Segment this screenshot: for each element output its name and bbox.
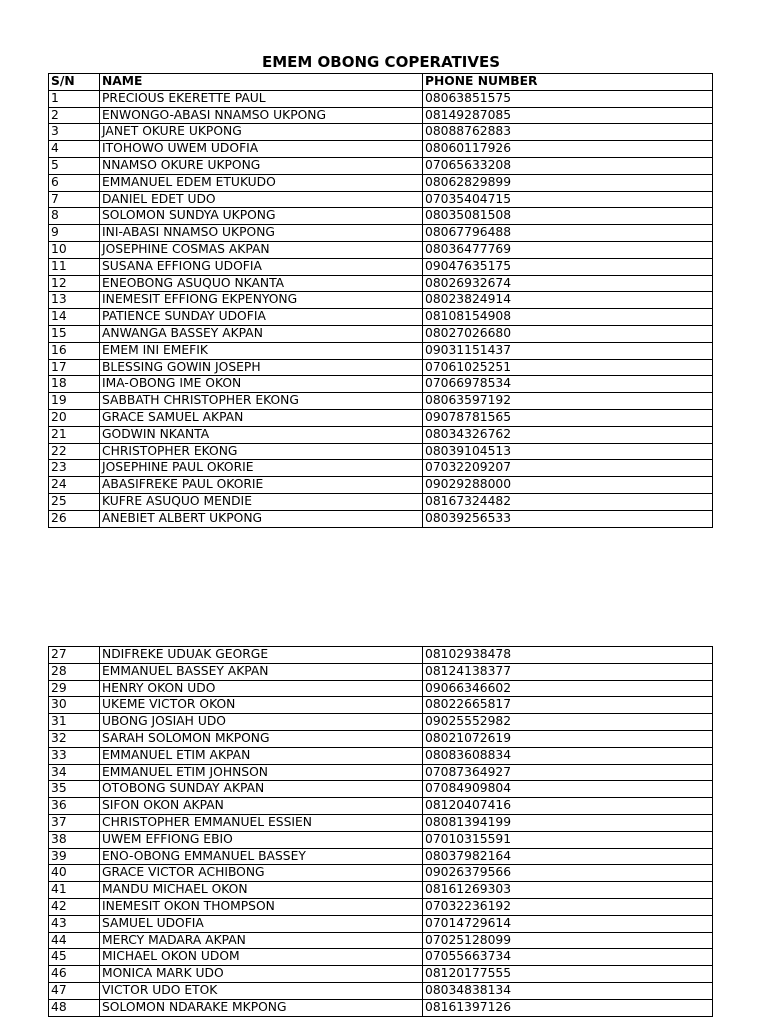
name-cell: UBONG JOSIAH UDO bbox=[100, 714, 423, 731]
table-row bbox=[49, 647, 713, 664]
table-row bbox=[49, 443, 713, 460]
sn-cell: 27 bbox=[49, 647, 100, 664]
sn-cell: 48 bbox=[49, 999, 100, 1016]
phone-cell: 08167324482 bbox=[423, 493, 713, 510]
name-cell: MANDU MICHAEL OKON bbox=[100, 882, 423, 899]
table-row bbox=[49, 258, 713, 275]
phone-cell: 09029288000 bbox=[423, 477, 713, 494]
members-table-page-1 bbox=[48, 73, 713, 528]
sn-cell: 9 bbox=[49, 225, 100, 242]
phone-cell: 08108154908 bbox=[423, 309, 713, 326]
phone-cell: 07066978534 bbox=[423, 376, 713, 393]
table-row bbox=[49, 898, 713, 915]
table-row bbox=[49, 477, 713, 494]
phone-cell: 09047635175 bbox=[423, 258, 713, 275]
sn-cell: 28 bbox=[49, 663, 100, 680]
phone-cell: 08039256533 bbox=[423, 510, 713, 527]
table-row bbox=[49, 493, 713, 510]
table-row bbox=[49, 730, 713, 747]
table-row bbox=[49, 426, 713, 443]
sn-cell: 8 bbox=[49, 208, 100, 225]
sn-cell: 36 bbox=[49, 798, 100, 815]
sn-cell: 43 bbox=[49, 915, 100, 932]
sn-cell: 46 bbox=[49, 966, 100, 983]
name-cell: GRACE VICTOR ACHIBONG bbox=[100, 865, 423, 882]
sn-cell: 33 bbox=[49, 747, 100, 764]
phone-cell: 08023824914 bbox=[423, 292, 713, 309]
name-cell: SUSANA EFFIONG UDOFIA bbox=[100, 258, 423, 275]
sn-cell: 39 bbox=[49, 848, 100, 865]
name-cell: MERCY MADARA AKPAN bbox=[100, 932, 423, 949]
phone-cell: 09078781565 bbox=[423, 409, 713, 426]
phone-cell: 08034326762 bbox=[423, 426, 713, 443]
table-row bbox=[49, 915, 713, 932]
sn-cell: 22 bbox=[49, 443, 100, 460]
sn-cell: 17 bbox=[49, 359, 100, 376]
table-row bbox=[49, 999, 713, 1016]
sn-cell: 16 bbox=[49, 342, 100, 359]
phone-cell: 08060117926 bbox=[423, 141, 713, 158]
table-row bbox=[49, 409, 713, 426]
name-cell: PRECIOUS EKERETTE PAUL bbox=[100, 90, 423, 107]
name-cell: CHRISTOPHER EMMANUEL ESSIEN bbox=[100, 814, 423, 831]
table-row bbox=[49, 814, 713, 831]
phone-cell: 07087364927 bbox=[423, 764, 713, 781]
name-cell: INEMESIT OKON THOMPSON bbox=[100, 898, 423, 915]
name-cell: UWEM EFFIONG EBIO bbox=[100, 831, 423, 848]
document-title: EMEM OBONG COPERATIVES bbox=[261, 53, 501, 71]
table-row bbox=[49, 359, 713, 376]
table-row bbox=[49, 325, 713, 342]
sn-cell: 45 bbox=[49, 949, 100, 966]
name-cell: ANWANGA BASSEY AKPAN bbox=[100, 325, 423, 342]
table-row bbox=[49, 90, 713, 107]
phone-cell: 08022665817 bbox=[423, 697, 713, 714]
sn-cell: 35 bbox=[49, 781, 100, 798]
name-cell: ABASIFREKE PAUL OKORIE bbox=[100, 477, 423, 494]
sn-cell: 1 bbox=[49, 90, 100, 107]
sn-cell: 20 bbox=[49, 409, 100, 426]
table-row bbox=[49, 663, 713, 680]
sn-cell: 14 bbox=[49, 309, 100, 326]
table-row bbox=[49, 208, 713, 225]
phone-cell: 09031151437 bbox=[423, 342, 713, 359]
sn-cell: 23 bbox=[49, 460, 100, 477]
table-row bbox=[49, 781, 713, 798]
name-cell: SAMUEL UDOFIA bbox=[100, 915, 423, 932]
sn-cell: 21 bbox=[49, 426, 100, 443]
sn-cell: 26 bbox=[49, 510, 100, 527]
name-cell: ENO-OBONG EMMANUEL BASSEY bbox=[100, 848, 423, 865]
sn-cell: 29 bbox=[49, 680, 100, 697]
name-cell: GODWIN NKANTA bbox=[100, 426, 423, 443]
phone-cell: 08102938478 bbox=[423, 647, 713, 664]
table-row bbox=[49, 848, 713, 865]
table-row bbox=[49, 174, 713, 191]
phone-cell: 08067796488 bbox=[423, 225, 713, 242]
table-row bbox=[49, 309, 713, 326]
phone-cell: 07061025251 bbox=[423, 359, 713, 376]
phone-cell: 08039104513 bbox=[423, 443, 713, 460]
name-cell: CHRISTOPHER EKONG bbox=[100, 443, 423, 460]
table-row bbox=[49, 510, 713, 527]
table-row bbox=[49, 157, 713, 174]
table-row bbox=[49, 932, 713, 949]
table-row bbox=[49, 697, 713, 714]
phone-cell: 08149287085 bbox=[423, 107, 713, 124]
name-cell: ENWONGO-ABASI NNAMSO UKPONG bbox=[100, 107, 423, 124]
sn-cell: 42 bbox=[49, 898, 100, 915]
table-row bbox=[49, 798, 713, 815]
phone-cell: 07014729614 bbox=[423, 915, 713, 932]
name-cell: INI-ABASI NNAMSO UKPONG bbox=[100, 225, 423, 242]
phone-cell: 08036477769 bbox=[423, 241, 713, 258]
name-cell: SABBATH CHRISTOPHER EKONG bbox=[100, 393, 423, 410]
phone-cell: 07084909804 bbox=[423, 781, 713, 798]
phone-cell: 08124138377 bbox=[423, 663, 713, 680]
table-row bbox=[49, 949, 713, 966]
name-cell: SOLOMON NDARAKE MKPONG bbox=[100, 999, 423, 1016]
sn-cell: 30 bbox=[49, 697, 100, 714]
phone-cell: 08037982164 bbox=[423, 848, 713, 865]
name-cell: ITOHOWO UWEM UDOFIA bbox=[100, 141, 423, 158]
name-cell: UKEME VICTOR OKON bbox=[100, 697, 423, 714]
table-row bbox=[49, 882, 713, 899]
table-row bbox=[49, 865, 713, 882]
sn-cell: 6 bbox=[49, 174, 100, 191]
phone-cell: 08083608834 bbox=[423, 747, 713, 764]
name-cell: EMEM INI EMEFIK bbox=[100, 342, 423, 359]
sn-cell: 37 bbox=[49, 814, 100, 831]
table-row bbox=[49, 747, 713, 764]
name-cell: MONICA MARK UDO bbox=[100, 966, 423, 983]
sn-cell: 18 bbox=[49, 376, 100, 393]
sn-cell: 11 bbox=[49, 258, 100, 275]
name-cell: HENRY OKON UDO bbox=[100, 680, 423, 697]
table-row bbox=[49, 225, 713, 242]
name-cell: PATIENCE SUNDAY UDOFIA bbox=[100, 309, 423, 326]
name-cell: JANET OKURE UKPONG bbox=[100, 124, 423, 141]
name-cell: JOSEPHINE PAUL OKORIE bbox=[100, 460, 423, 477]
name-cell: IMA-OBONG IME OKON bbox=[100, 376, 423, 393]
name-cell: MICHAEL OKON UDOM bbox=[100, 949, 423, 966]
sn-cell: 19 bbox=[49, 393, 100, 410]
sn-cell: 32 bbox=[49, 730, 100, 747]
name-cell: SOLOMON SUNDYA UKPONG bbox=[100, 208, 423, 225]
phone-cell: 07032209207 bbox=[423, 460, 713, 477]
sn-cell: 40 bbox=[49, 865, 100, 882]
phone-cell: 08021072619 bbox=[423, 730, 713, 747]
sn-cell: 4 bbox=[49, 141, 100, 158]
table-row bbox=[49, 966, 713, 983]
name-cell: NNAMSO OKURE UKPONG bbox=[100, 157, 423, 174]
sn-cell: 44 bbox=[49, 932, 100, 949]
table-row bbox=[49, 107, 713, 124]
sn-cell: 10 bbox=[49, 241, 100, 258]
name-cell: KUFRE ASUQUO MENDIE bbox=[100, 493, 423, 510]
table-row bbox=[49, 275, 713, 292]
table-row bbox=[49, 714, 713, 731]
phone-cell: 08161269303 bbox=[423, 882, 713, 899]
table-row bbox=[49, 124, 713, 141]
table-row bbox=[49, 342, 713, 359]
sn-cell: 25 bbox=[49, 493, 100, 510]
sn-cell: 38 bbox=[49, 831, 100, 848]
sn-cell: 31 bbox=[49, 714, 100, 731]
phone-cell: 07025128099 bbox=[423, 932, 713, 949]
name-cell: EMMANUEL EDEM ETUKUDO bbox=[100, 174, 423, 191]
phone-cell: 08063851575 bbox=[423, 90, 713, 107]
table-row bbox=[49, 292, 713, 309]
sn-cell: 47 bbox=[49, 982, 100, 999]
sn-cell: 2 bbox=[49, 107, 100, 124]
sn-cell: 15 bbox=[49, 325, 100, 342]
table-row bbox=[49, 982, 713, 999]
table-row bbox=[49, 393, 713, 410]
header-sn: S/N bbox=[49, 74, 100, 91]
sn-cell: 34 bbox=[49, 764, 100, 781]
sn-cell: 5 bbox=[49, 157, 100, 174]
phone-cell: 08027026680 bbox=[423, 325, 713, 342]
phone-cell: 07010315591 bbox=[423, 831, 713, 848]
name-cell: SIFON OKON AKPAN bbox=[100, 798, 423, 815]
name-cell: EMMANUEL ETIM AKPAN bbox=[100, 747, 423, 764]
sn-cell: 41 bbox=[49, 882, 100, 899]
sn-cell: 7 bbox=[49, 191, 100, 208]
table-row bbox=[49, 191, 713, 208]
phone-cell: 08120177555 bbox=[423, 966, 713, 983]
phone-cell: 09026379566 bbox=[423, 865, 713, 882]
members-table-page-2 bbox=[48, 646, 713, 1017]
name-cell: GRACE SAMUEL AKPAN bbox=[100, 409, 423, 426]
name-cell: OTOBONG SUNDAY AKPAN bbox=[100, 781, 423, 798]
table-row bbox=[49, 460, 713, 477]
phone-cell: 08063597192 bbox=[423, 393, 713, 410]
phone-cell: 08034838134 bbox=[423, 982, 713, 999]
table-row bbox=[49, 241, 713, 258]
name-cell: INEMESIT EFFIONG EKPENYONG bbox=[100, 292, 423, 309]
name-cell: BLESSING GOWIN JOSEPH bbox=[100, 359, 423, 376]
name-cell: VICTOR UDO ETOK bbox=[100, 982, 423, 999]
table-row bbox=[49, 680, 713, 697]
sn-cell: 12 bbox=[49, 275, 100, 292]
phone-cell: 08035081508 bbox=[423, 208, 713, 225]
phone-cell: 08026932674 bbox=[423, 275, 713, 292]
phone-cell: 07032236192 bbox=[423, 898, 713, 915]
phone-cell: 09066346602 bbox=[423, 680, 713, 697]
phone-cell: 08161397126 bbox=[423, 999, 713, 1016]
phone-cell: 08120407416 bbox=[423, 798, 713, 815]
name-cell: EMMANUEL ETIM JOHNSON bbox=[100, 764, 423, 781]
table-row bbox=[49, 376, 713, 393]
header-phone: PHONE NUMBER bbox=[423, 74, 713, 91]
table-row bbox=[49, 764, 713, 781]
name-cell: SARAH SOLOMON MKPONG bbox=[100, 730, 423, 747]
table-header-row bbox=[49, 74, 713, 91]
name-cell: DANIEL EDET UDO bbox=[100, 191, 423, 208]
name-cell: ENEOBONG ASUQUO NKANTA bbox=[100, 275, 423, 292]
header-name: NAME bbox=[100, 74, 423, 91]
phone-cell: 08062829899 bbox=[423, 174, 713, 191]
phone-cell: 08088762883 bbox=[423, 124, 713, 141]
sn-cell: 13 bbox=[49, 292, 100, 309]
sn-cell: 3 bbox=[49, 124, 100, 141]
name-cell: JOSEPHINE COSMAS AKPAN bbox=[100, 241, 423, 258]
table-row bbox=[49, 141, 713, 158]
sn-cell: 24 bbox=[49, 477, 100, 494]
name-cell: NDIFREKE UDUAK GEORGE bbox=[100, 647, 423, 664]
phone-cell: 07035404715 bbox=[423, 191, 713, 208]
table-row bbox=[49, 831, 713, 848]
phone-cell: 07055663734 bbox=[423, 949, 713, 966]
phone-cell: 07065633208 bbox=[423, 157, 713, 174]
phone-cell: 08081394199 bbox=[423, 814, 713, 831]
phone-cell: 09025552982 bbox=[423, 714, 713, 731]
name-cell: ANEBIET ALBERT UKPONG bbox=[100, 510, 423, 527]
name-cell: EMMANUEL BASSEY AKPAN bbox=[100, 663, 423, 680]
